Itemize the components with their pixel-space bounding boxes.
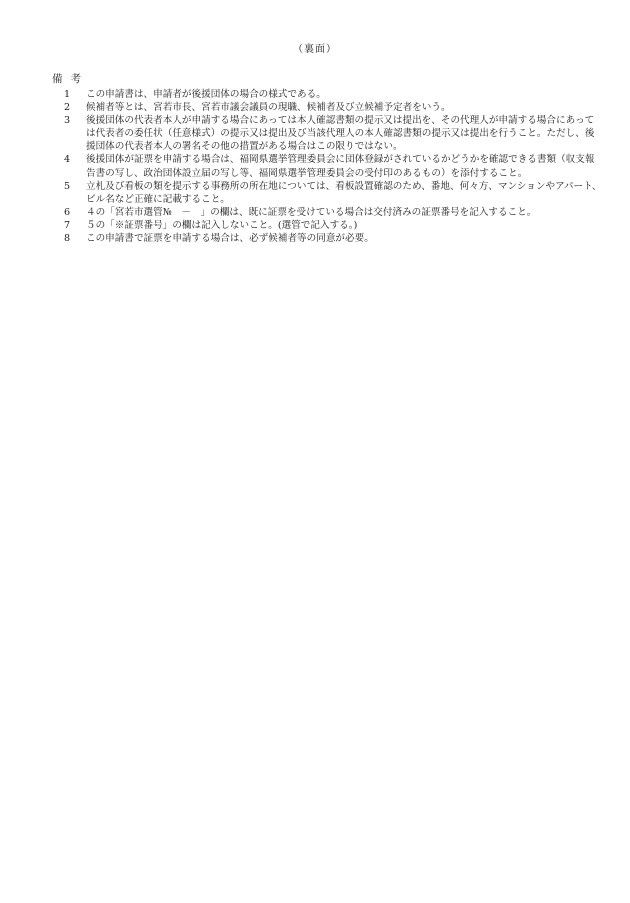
remark-text: ５の「※証票番号」の欄は記入しないこと。(選管で記入する。)	[86, 219, 358, 231]
remarks-list	[52, 88, 612, 245]
remark-number: 7	[64, 219, 71, 231]
remark-text: 候補者等とは、宮若市長、宮若市議会議員の現職、候補者及び立候補予定者をいう。	[86, 102, 451, 114]
remark-number: 2	[64, 102, 71, 114]
remark-item-1	[52, 88, 612, 101]
remark-item-7	[52, 219, 612, 232]
remark-item-2	[52, 101, 612, 114]
remarks-title: 備考	[52, 73, 89, 85]
remark-number: 5	[64, 180, 71, 192]
remark-text: 立札及び看板の類を提示する事務所の所在地については、看板設置確認のため、番地、何々方、マンションやアパート、ビル名など正確に記載すること。	[86, 180, 602, 205]
remark-number: 6	[64, 206, 71, 218]
page-side-label: （裏面）	[293, 44, 337, 55]
remark-item-4	[52, 153, 612, 179]
remark-item-5	[52, 180, 612, 206]
remark-text: 後援団体が証票を申請する場合は、福岡県選挙管理委員会に団体登録がされているかどうかを確認できる書類（収支報告書の写し、政治団体設立届の写し等、福岡県選挙管理委員会の受付印のあるもの）を添付すること。	[86, 154, 595, 179]
remark-item-3	[52, 114, 612, 153]
remark-item-8	[52, 232, 612, 245]
remark-number: 4	[64, 154, 71, 166]
remark-text: この申請書は、申請者が後援団体の場合の様式である。	[86, 89, 326, 100]
remark-text: 後援団体の代表者本人が申請する場合にあっては本人確認書類の提示又は提出を、その代理人が申請する場合にあっては代表者の委任状（任意様式）の提示又は提出及び当該代理人の本人確認書類の提示又は提出を行うこと。ただし、後援団体の代表者本人の署名その他の措置がある場合はこの限りではない。	[86, 115, 595, 153]
remark-number: 1	[64, 89, 71, 100]
remark-number: 8	[64, 233, 71, 245]
remark-text: この申請書で証票を申請する場合は、必ず候補者等の同意が必要。	[86, 233, 374, 245]
remark-text: ４の「宮若市選管№ － 」の欄は、既に証票を受けている場合は交付済みの証票番号を記入すること。	[86, 206, 537, 218]
remarks-section	[52, 72, 612, 245]
remark-number: 3	[64, 115, 71, 127]
remark-item-6	[52, 206, 612, 219]
